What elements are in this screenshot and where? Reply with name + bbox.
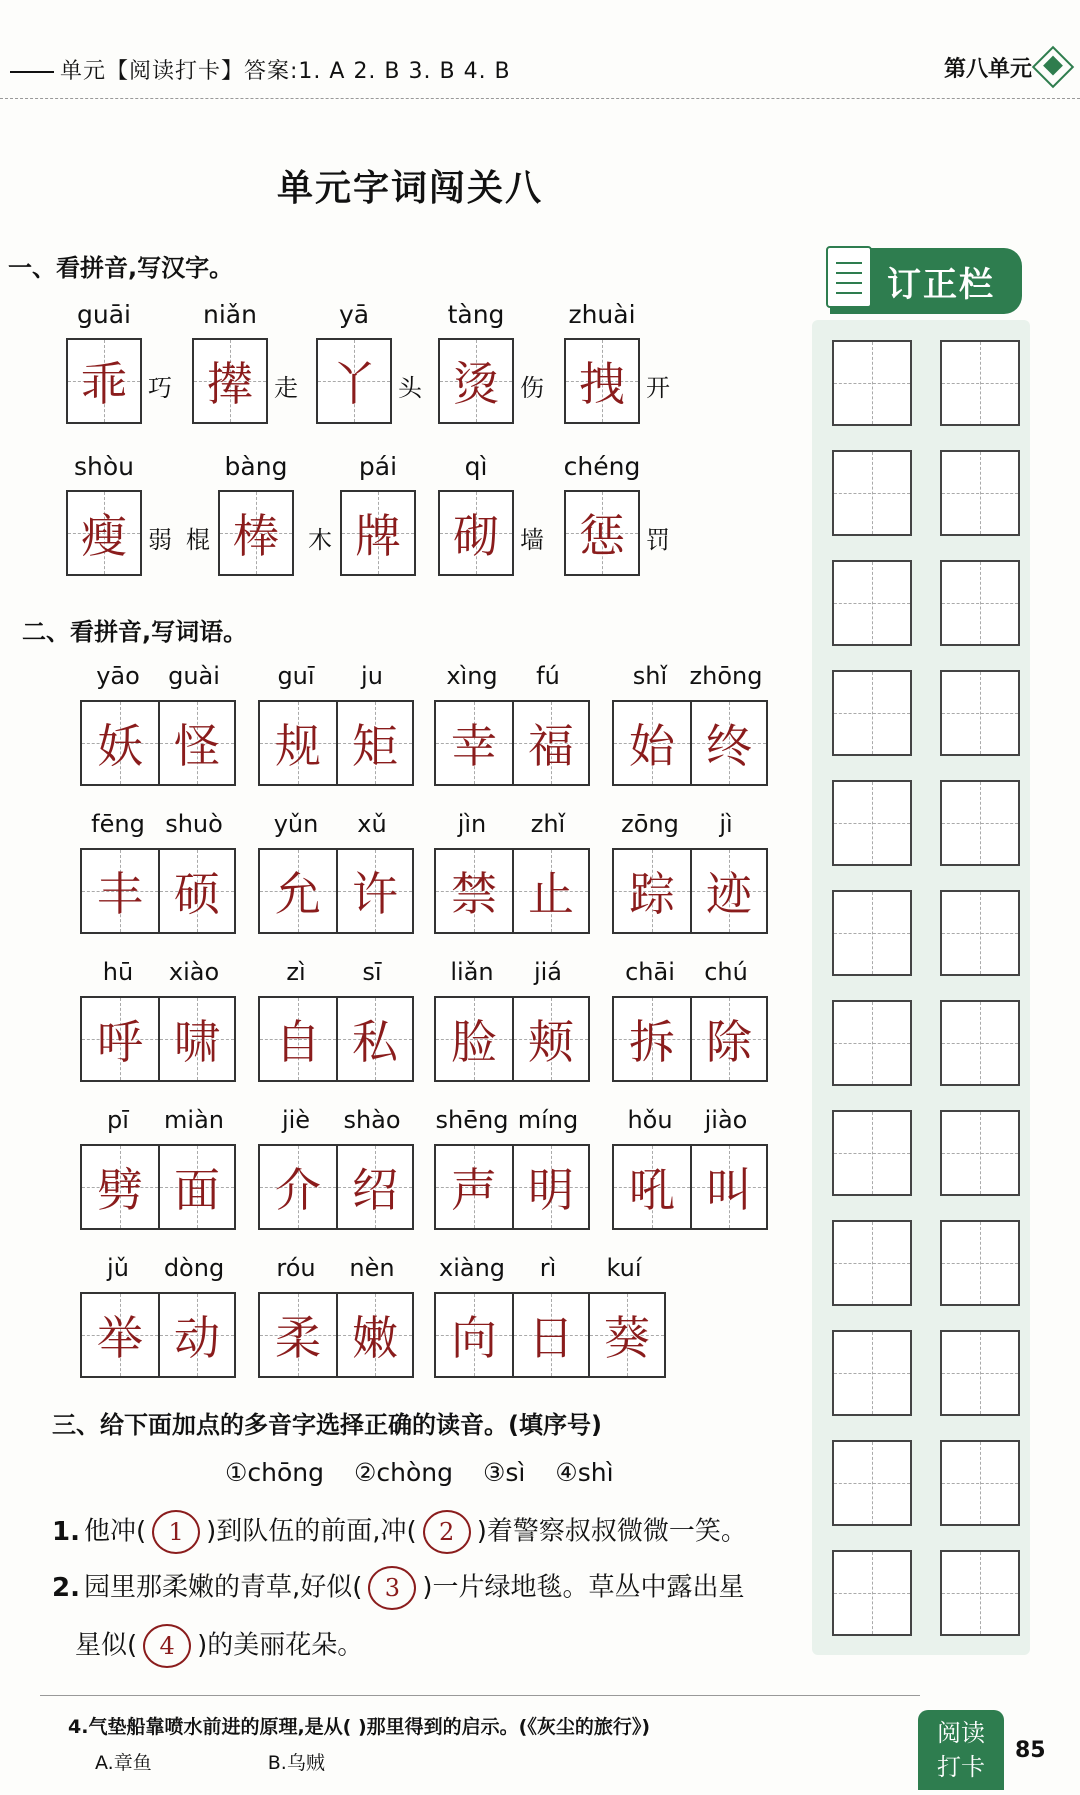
pinyin-label: tàng xyxy=(447,300,505,329)
answer-char: 颊 xyxy=(528,1015,574,1069)
correction-cell xyxy=(832,1550,912,1636)
word-box xyxy=(434,1144,590,1230)
answer-char: 福 xyxy=(528,719,574,773)
pinyin-label: pái xyxy=(358,452,398,481)
header-divider xyxy=(0,98,1080,99)
section1-heading: 一、看拼音,写汉字。 xyxy=(8,254,234,282)
answer-char: 止 xyxy=(528,867,574,921)
answer-char: 嫩 xyxy=(352,1311,398,1365)
answer-char: 日 xyxy=(528,1311,574,1365)
pinyin-label: hǒu xyxy=(627,1106,673,1134)
answer-char: 禁 xyxy=(451,867,497,921)
footer-divider xyxy=(40,1695,920,1696)
pinyin-label: dòng xyxy=(163,1254,225,1282)
footer-option-b: B.乌贼 xyxy=(267,1752,325,1774)
answer-char: 幸 xyxy=(451,719,497,773)
unit-label: 第八单元 xyxy=(943,57,1032,82)
pinyin-label: xiào xyxy=(168,958,220,986)
char-box xyxy=(316,338,392,424)
section3-heading: 三、给下面加点的多音字选择正确的读音。(填序号) xyxy=(52,1411,602,1439)
word-box xyxy=(612,996,768,1082)
word-cell xyxy=(588,1294,664,1376)
pinyin-label: fú xyxy=(536,662,560,690)
word-box xyxy=(80,848,236,934)
correction-cell xyxy=(940,1000,1020,1086)
answer-char: 妖 xyxy=(97,719,143,773)
pinyin-label: shǐ xyxy=(632,662,668,690)
pinyin-label: guài xyxy=(168,662,220,690)
word-cell xyxy=(336,1146,412,1228)
answer-circle[interactable]: 2 xyxy=(423,1510,471,1554)
answer-char: 私 xyxy=(352,1015,398,1069)
answer-char: 拽 xyxy=(579,357,625,411)
answer-char: 烫 xyxy=(453,357,499,411)
context-char: 罚 xyxy=(646,526,670,554)
section2-heading: 二、看拼音,写词语。 xyxy=(22,618,248,646)
pinyin-label: jiá xyxy=(533,958,563,986)
answer-char: 怪 xyxy=(174,719,220,773)
pinyin-label: rì xyxy=(539,1254,557,1282)
word-box xyxy=(258,700,414,786)
word-cell xyxy=(158,702,234,784)
pinyin-label: yǔn xyxy=(273,810,319,838)
context-char: 伤 xyxy=(520,374,544,402)
word-cell xyxy=(436,1146,512,1228)
diamond-icon xyxy=(1032,46,1074,88)
word-cell xyxy=(336,998,412,1080)
pinyin-label: xìng xyxy=(446,662,498,690)
pinyin-label: bàng xyxy=(224,452,288,481)
word-cell xyxy=(436,998,512,1080)
pinyin-label: míng xyxy=(517,1106,579,1134)
answer-char: 牌 xyxy=(355,509,401,563)
word-cell xyxy=(512,998,588,1080)
option-4: ④shì xyxy=(555,1458,614,1487)
word-cell xyxy=(336,850,412,932)
word-box xyxy=(612,848,768,934)
correction-cell xyxy=(832,1220,912,1306)
notebook-pencil-icon xyxy=(826,246,872,308)
answer-char: 瘦 xyxy=(81,509,127,563)
word-box xyxy=(434,848,590,934)
option-2: ②chòng xyxy=(353,1458,453,1487)
pinyin-label: qì xyxy=(464,452,488,481)
pinyin-label: róu xyxy=(276,1254,316,1282)
answer-char: 面 xyxy=(174,1163,220,1217)
word-box xyxy=(434,700,590,786)
word-cell xyxy=(336,1294,412,1376)
correction-cell xyxy=(940,670,1020,756)
pinyin-label: chéng xyxy=(563,452,641,481)
word-cell xyxy=(512,1146,588,1228)
answer-char: 惩 xyxy=(579,509,625,563)
word-cell xyxy=(260,850,336,932)
answer-char: 砌 xyxy=(453,509,499,563)
answer-char: 介 xyxy=(275,1163,321,1217)
context-char: 弱 xyxy=(148,526,172,554)
pinyin-label: yā xyxy=(338,300,370,329)
pinyin-label: ju xyxy=(361,662,383,690)
correction-cell xyxy=(940,1550,1020,1636)
answer-char: 乖 xyxy=(81,357,127,411)
answer-char: 硕 xyxy=(174,867,220,921)
answer-char: 举 xyxy=(97,1311,143,1365)
context-char: 巧 xyxy=(148,374,172,402)
word-cell xyxy=(82,1146,158,1228)
answer-char: 许 xyxy=(352,867,398,921)
word-cell xyxy=(336,702,412,784)
char-box xyxy=(564,490,640,576)
char-box xyxy=(192,338,268,424)
pinyin-label: xǔ xyxy=(357,810,387,838)
char-box xyxy=(340,490,416,576)
context-char: 走 xyxy=(274,374,298,402)
word-cell xyxy=(614,998,690,1080)
pinyin-label: zì xyxy=(286,958,306,986)
word-cell xyxy=(690,850,766,932)
answer-char: 呼 xyxy=(97,1015,143,1069)
correction-cell xyxy=(832,340,912,426)
word-box xyxy=(612,1144,768,1230)
answer-char: 叫 xyxy=(706,1163,752,1217)
answer-circle[interactable]: 4 xyxy=(143,1624,191,1668)
char-box xyxy=(66,490,142,576)
pinyin-label: shuò xyxy=(165,810,223,838)
word-box xyxy=(258,996,414,1082)
answer-char: 棒 xyxy=(233,509,279,563)
word-cell xyxy=(690,998,766,1080)
answer-char: 迹 xyxy=(706,867,752,921)
context-char: 头 xyxy=(398,374,422,402)
option-1: ①chōng xyxy=(225,1458,325,1487)
correction-cell xyxy=(940,1440,1020,1526)
correction-cell xyxy=(832,670,912,756)
word-cell xyxy=(436,850,512,932)
answer-char: 脸 xyxy=(451,1015,497,1069)
answer-char: 葵 xyxy=(604,1311,650,1365)
answer-char: 吼 xyxy=(629,1163,675,1217)
word-cell xyxy=(614,1146,690,1228)
pinyin-label: shēng xyxy=(435,1106,509,1134)
correction-cell xyxy=(832,1000,912,1086)
answer-char: 丰 xyxy=(97,867,143,921)
pinyin-label: guī xyxy=(277,662,315,690)
pinyin-label: sī xyxy=(362,958,382,986)
correction-cell xyxy=(832,1440,912,1526)
answer-char: 踪 xyxy=(629,867,675,921)
context-char: 开 xyxy=(646,374,670,402)
footer-options xyxy=(95,1748,435,1775)
option-3: ③sì xyxy=(482,1458,526,1487)
word-cell xyxy=(260,998,336,1080)
word-box xyxy=(258,848,414,934)
context-char: 木 xyxy=(308,526,332,554)
pinyin-label: liǎn xyxy=(450,958,494,986)
page-title: 单元字词闯关八 xyxy=(276,168,543,209)
pinyin-label: nèn xyxy=(349,1254,395,1282)
word-cell xyxy=(260,1146,336,1228)
pinyin-label: zhōng xyxy=(689,662,763,690)
word-cell xyxy=(260,1294,336,1376)
correction-cell xyxy=(940,1220,1020,1306)
word-cell xyxy=(82,850,158,932)
pinyin-label: jǔ xyxy=(107,1254,129,1282)
question-2: 2. 园里那柔嫩的青草,好似( 3 )一片绿地毯。草丛中露出星 xyxy=(52,1566,745,1610)
pinyin-label: chú xyxy=(704,958,748,986)
context-char: 棍 xyxy=(186,526,210,554)
word-box xyxy=(258,1144,414,1230)
word-box xyxy=(80,996,236,1082)
correction-cell xyxy=(940,560,1020,646)
pinyin-label: shòu xyxy=(73,452,134,481)
pinyin-label: kuí xyxy=(606,1254,642,1282)
answer-char: 绍 xyxy=(352,1163,398,1217)
question-2-cont: 星似( 4 )的美丽花朵。 xyxy=(75,1624,363,1668)
correction-cell xyxy=(940,890,1020,976)
answer-char: 柔 xyxy=(275,1311,321,1365)
word-box xyxy=(612,700,768,786)
word-cell xyxy=(512,702,588,784)
correction-title: 订正栏 xyxy=(830,248,1022,314)
correction-cell xyxy=(940,1330,1020,1416)
word-cell xyxy=(436,702,512,784)
correction-cell xyxy=(832,560,912,646)
question-1: 1. 他冲( 1 )到队伍的前面,冲( 2 )着警察叔叔微微一笑。 xyxy=(52,1510,747,1554)
pinyin-label: niǎn xyxy=(203,300,257,329)
word-cell xyxy=(690,1146,766,1228)
char-box xyxy=(564,338,640,424)
pinyin-label: zōng xyxy=(621,810,679,838)
word-box xyxy=(80,1144,236,1230)
answer-char: 明 xyxy=(528,1163,574,1217)
answer-char: 声 xyxy=(451,1163,497,1217)
correction-cell xyxy=(832,1330,912,1416)
char-box xyxy=(66,338,142,424)
reading-checkin-badge: 阅读 打卡 xyxy=(918,1710,1004,1790)
word-cell xyxy=(82,1294,158,1376)
answer-char: 撵 xyxy=(207,357,253,411)
word-cell xyxy=(82,998,158,1080)
context-char: 墙 xyxy=(520,526,544,554)
answer-char: 终 xyxy=(706,719,752,773)
word-box xyxy=(434,1292,666,1378)
word-box xyxy=(80,700,236,786)
answer-char: 向 xyxy=(451,1311,497,1365)
footer-option-a: A.章鱼 xyxy=(95,1752,152,1774)
word-cell xyxy=(436,1294,512,1376)
word-box xyxy=(258,1292,414,1378)
pinyin-label: pī xyxy=(107,1106,129,1134)
answer-char: 拆 xyxy=(629,1015,675,1069)
answer-char: 始 xyxy=(629,719,675,773)
pinyin-label: jiào xyxy=(704,1106,748,1134)
answer-circle[interactable]: 1 xyxy=(152,1510,200,1554)
correction-cell xyxy=(832,780,912,866)
pinyin-label: jì xyxy=(719,810,733,838)
correction-cell xyxy=(940,340,1020,426)
word-cell xyxy=(512,1294,588,1376)
word-cell xyxy=(158,1146,234,1228)
word-cell xyxy=(614,702,690,784)
word-box xyxy=(80,1292,236,1378)
answer-char: 劈 xyxy=(97,1163,143,1217)
pinyin-label: chāi xyxy=(625,958,675,986)
footer-question: 4.气垫船靠喷水前进的原理,是从( )那里得到的启示。(《灰尘的旅行》) xyxy=(68,1716,651,1738)
word-cell xyxy=(158,850,234,932)
word-box xyxy=(434,996,590,1082)
correction-cell xyxy=(832,890,912,976)
pronunciation-options xyxy=(225,1458,636,1487)
word-cell xyxy=(260,702,336,784)
pinyin-label: miàn xyxy=(164,1106,224,1134)
answer-char: 规 xyxy=(275,719,321,773)
pinyin-label: shào xyxy=(343,1106,401,1134)
answer-char: 允 xyxy=(275,867,321,921)
word-cell xyxy=(690,702,766,784)
answer-circle[interactable]: 3 xyxy=(368,1566,416,1610)
pinyin-label: fēng xyxy=(91,810,145,838)
pinyin-label: xiàng xyxy=(438,1254,506,1282)
pinyin-label: zhǐ xyxy=(530,810,566,838)
page-number: 85 xyxy=(1015,1738,1046,1763)
answer-char: 矩 xyxy=(352,719,398,773)
answer-char: 啸 xyxy=(174,1015,220,1069)
word-cell xyxy=(82,702,158,784)
answer-char: 丫 xyxy=(331,357,377,411)
pinyin-label: zhuài xyxy=(568,300,636,329)
char-box xyxy=(438,338,514,424)
answer-char: 动 xyxy=(174,1311,220,1365)
correction-cell xyxy=(940,1110,1020,1196)
pinyin-label: jìn xyxy=(457,810,487,838)
correction-cell xyxy=(940,780,1020,866)
word-cell xyxy=(512,850,588,932)
header-answer-text: 单元【阅读打卡】答案:1. A 2. B 3. B 4. B xyxy=(10,54,511,85)
char-box xyxy=(218,490,294,576)
answer-char: 除 xyxy=(706,1015,752,1069)
word-cell xyxy=(614,850,690,932)
char-box xyxy=(438,490,514,576)
correction-cell xyxy=(940,450,1020,536)
answer-char: 自 xyxy=(275,1015,321,1069)
word-cell xyxy=(158,1294,234,1376)
pinyin-label: guāi xyxy=(77,300,131,329)
pinyin-label: yāo xyxy=(96,662,140,690)
correction-cell xyxy=(832,1110,912,1196)
word-cell xyxy=(158,998,234,1080)
pinyin-label: hū xyxy=(102,958,134,986)
pinyin-label: jiè xyxy=(281,1106,311,1134)
correction-cell xyxy=(832,450,912,536)
